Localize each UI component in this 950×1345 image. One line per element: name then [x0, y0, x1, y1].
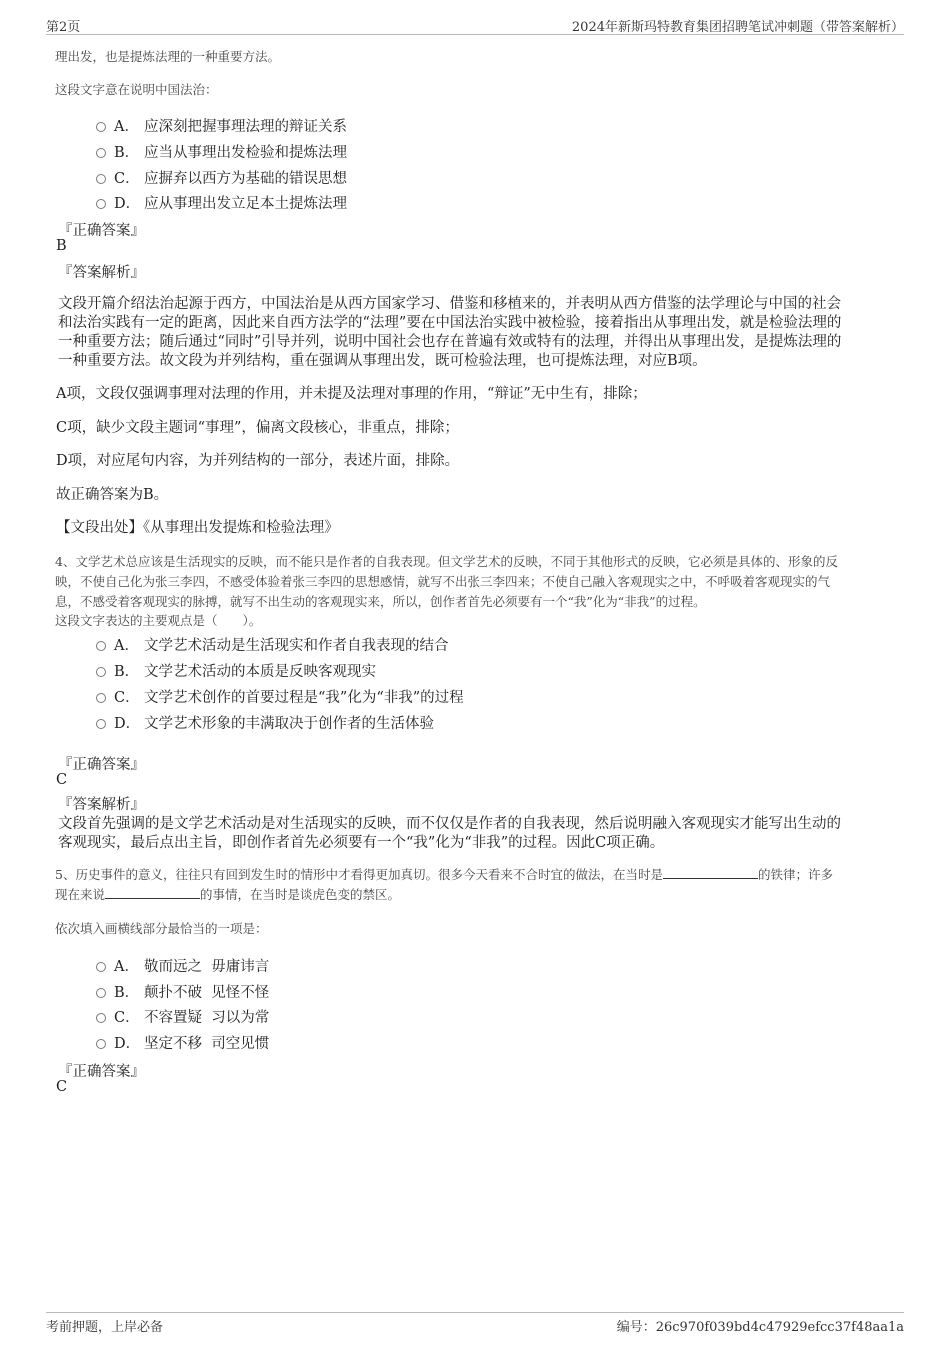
q5-stem-line-1: 5、历史事件的意义，往往只有回到发生时的情形中才看得更加真切。很多今天看来不合时宜的做法，在当时是 的铁律；许多 — [55, 867, 833, 882]
q5-prompt: 依次填入画横线部分最恰当的一项是： — [55, 921, 268, 936]
q5-stem-line-2: 现在来说 的事情，在当时是谈虎色变的禁区。 — [55, 887, 401, 902]
q3-option-d[interactable]: D． 应从事理出发立足本土提炼法理 — [96, 192, 347, 213]
q3-source: 【文段出处】《从事理出发提炼和检验法理》 — [56, 520, 339, 536]
q3-stem-tail: 理出发，也是提炼法理的一种重要方法。 — [55, 49, 281, 64]
q5-option-d[interactable]: D． 坚定不移 司空见惯 — [96, 1032, 269, 1053]
q3-analysis-line: 一种重要方法；随后通过“同时”引导并列，说明中国社会也存在普遍有效或特有的法理，并得出从事理出发，是提炼法理的 — [58, 334, 842, 350]
q3-explain-d: D项，对应尾句内容，为并列结构的一部分，表述片面，排除。 — [56, 453, 460, 469]
q3-explain-c: C项，缺少文段主题词“事理”，偏离文段核心，非重点，排除； — [56, 420, 459, 436]
fill-blank-2[interactable] — [105, 886, 200, 899]
q4-option-a[interactable]: A． 文学艺术活动是生活现实和作者自我表现的结合 — [96, 634, 449, 655]
radio-icon[interactable] — [96, 174, 106, 184]
q4-stem-line: 息，不感受着客观现实的脉搏，就写不出生动的客观现实来，所以，创作者首先必须要有一个“我”化为“非我”的过程。 — [55, 594, 706, 609]
q5-option-a[interactable]: A． 敬而远之 毋庸讳言 — [96, 955, 269, 976]
q3-analysis-line: 一种重要方法。故文段为并列结构，重在强调从事理出发，既可检验法理，也可提炼法理，对应B项。 — [58, 353, 707, 369]
q5-answer-label: 『正确答案』 — [58, 1064, 145, 1080]
q3-prompt: 这段文字意在说明中国法治： — [55, 82, 218, 97]
q4-analysis-line: 客观现实，最后点出主旨，即创作者首先必须要有一个“我”化为“非我”的过程。因此C项正确。 — [58, 835, 665, 851]
footer-slogan: 考前押题，上岸必备 — [46, 1320, 164, 1335]
q3-conclusion: 故正确答案为B。 — [56, 487, 169, 503]
q4-stem-line: 映，不使自己化为张三李四，不感受体验着张三李四的思想感情，就写不出张三李四来；不使自己融入客观现实之中，不呼吸着客观现实的气 — [55, 574, 831, 589]
q4-option-d[interactable]: D． 文学艺术形象的丰满取决于创作者的生活体验 — [96, 712, 434, 733]
q4-prompt: 这段文字表达的主要观点是（ ）。 — [55, 613, 262, 628]
q5-option-c[interactable]: C． 不容置疑 习以为常 — [96, 1006, 269, 1027]
radio-icon[interactable] — [96, 962, 106, 972]
document-title: 2024年新斯玛特教育集团招聘笔试冲刺题（带答案解析） — [571, 20, 904, 35]
radio-icon[interactable] — [96, 148, 106, 158]
page-number: 第2页 — [46, 20, 81, 35]
q3-explain-a: A项，文段仅强调事理对法理的作用，并未提及法理对事理的作用，“辩证”无中生有，排除； — [56, 386, 647, 402]
q3-option-c[interactable]: C． 应摒弃以西方为基础的错误思想 — [96, 167, 347, 188]
q4-analysis-label: 『答案解析』 — [58, 797, 145, 813]
q3-answer: B — [56, 238, 67, 254]
q3-analysis-label: 『答案解析』 — [58, 265, 145, 281]
radio-icon[interactable] — [96, 667, 106, 677]
page-header — [46, 14, 904, 35]
q3-analysis-line: 和法治实践有一定的距离，因此来自西方法学的“法理”要在中国法治实践中被检验，接着指出从事理出发，就是检验法理的 — [58, 315, 842, 331]
fill-blank-1[interactable] — [663, 866, 758, 879]
radio-icon[interactable] — [96, 719, 106, 729]
radio-icon[interactable] — [96, 199, 106, 209]
q5-answer: C — [56, 1079, 68, 1095]
document-id: 编号：26c970f039bd4c47929efcc37f48aa1a — [616, 1320, 904, 1335]
q4-answer: C — [56, 772, 68, 788]
radio-icon[interactable] — [96, 122, 106, 132]
page-footer — [46, 1312, 904, 1335]
radio-icon[interactable] — [96, 693, 106, 703]
q3-option-a[interactable]: A． 应深刻把握事理法理的辩证关系 — [96, 115, 347, 136]
q5-option-b[interactable]: B． 颠扑不破 见怪不怪 — [96, 981, 269, 1002]
q3-answer-label: 『正确答案』 — [58, 223, 145, 239]
radio-icon[interactable] — [96, 1013, 106, 1023]
radio-icon[interactable] — [96, 1039, 106, 1049]
q4-option-b[interactable]: B． 文学艺术活动的本质是反映客观现实 — [96, 660, 376, 681]
radio-icon[interactable] — [96, 988, 106, 998]
q4-stem-line: 4、文学艺术总应该是生活现实的反映，而不能只是作者的自我表现。但文学艺术的反映，不同于其他形式的反映，它必须是具体的、形象的反 — [55, 554, 838, 569]
q4-answer-label: 『正确答案』 — [58, 757, 145, 773]
q4-analysis-line: 文段首先强调的是文学艺术活动是对生活现实的反映，而不仅仅是作者的自我表现，然后说明融入客观现实才能写出生动的 — [58, 816, 841, 832]
q4-option-c[interactable]: C． 文学艺术创作的首要过程是“我”化为“非我”的过程 — [96, 686, 464, 707]
q3-analysis-line: 文段开篇介绍法治起源于西方，中国法治是从西方国家学习、借鉴和移植来的，并表明从西方借鉴的法学理论与中国的社会 — [58, 296, 841, 312]
q3-option-b[interactable]: B． 应当从事理出发检验和提炼法理 — [96, 141, 347, 162]
radio-icon[interactable] — [96, 641, 106, 651]
